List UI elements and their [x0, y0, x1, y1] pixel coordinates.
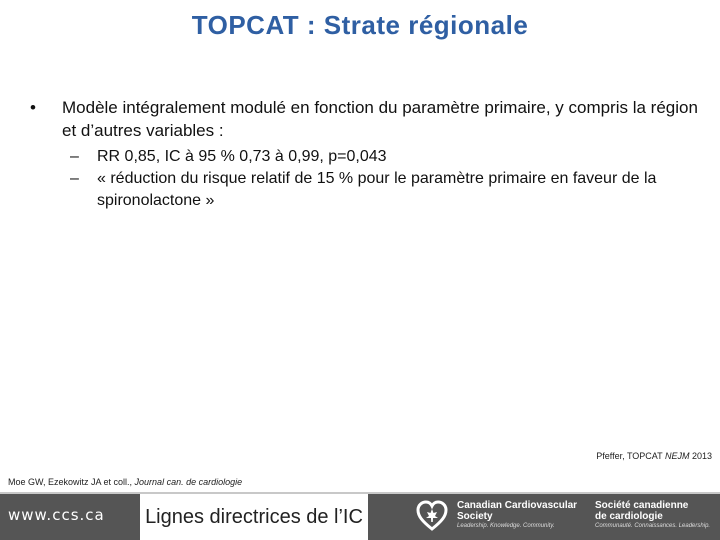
- sub-bullet-item: [30, 146, 700, 168]
- org-en-tagline: Leadership. Knowledge. Community.: [457, 523, 555, 529]
- sub-bullet-text: « réduction du risque relatif de 15 % pour le paramètre primaire en faveur de la spironolactone »: [97, 170, 657, 209]
- bullet-item: [30, 96, 700, 142]
- reference-left-authors: Moe GW, Ezekowitz JA et coll.,: [8, 477, 135, 487]
- website-link[interactable]: www.ccs.ca: [8, 506, 105, 524]
- org-fr-line2: de cardiologie: [595, 511, 663, 522]
- org-fr-tagline: Communauté. Connaissances. Leadership.: [595, 523, 711, 529]
- reference-right-prefix: Pfeffer, TOPCAT: [596, 451, 665, 461]
- sub-bullet-item: [30, 168, 700, 212]
- reference-right: [596, 451, 712, 461]
- heart-maple-leaf-icon: [416, 500, 448, 532]
- reference-left: [8, 477, 242, 487]
- reference-right-journal: NEJM: [664, 451, 690, 461]
- footer-bar: [0, 492, 720, 540]
- reference-right-year: 2013: [689, 451, 712, 461]
- slide-title: TOPCAT : Strate régionale: [191, 10, 529, 40]
- bullet-marker: •: [30, 98, 36, 117]
- sub-bullet-text: RR 0,85, IC à 95 % 0,73 à 0,99, p=0,043: [97, 148, 387, 165]
- org-fr-line1: Société canadienne: [595, 500, 689, 511]
- dash-marker: –: [70, 148, 79, 165]
- guidelines-label: Lignes directrices de l’IC: [140, 494, 368, 540]
- dash-marker: –: [70, 170, 79, 187]
- bullet-list: [30, 96, 700, 212]
- org-name-french: [595, 500, 715, 530]
- bullet-text: Modèle intégralement modulé en fonction du paramètre primaire, y compris la région et d’autres variables :: [62, 98, 698, 140]
- org-name-english: [457, 500, 592, 530]
- org-en-line1: Canadian Cardiovascular: [457, 500, 578, 511]
- reference-left-journal: Journal can. de cardiologie: [134, 477, 243, 487]
- org-en-line2: Society: [457, 511, 493, 522]
